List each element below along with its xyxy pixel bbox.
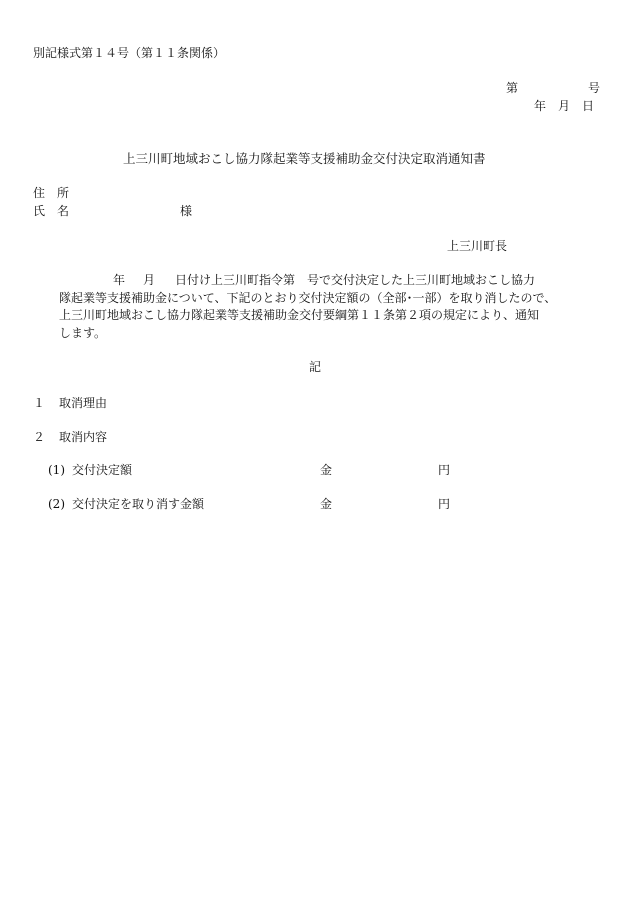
list-item xyxy=(33,431,107,443)
ki-heading: 記 xyxy=(309,360,322,374)
document-number xyxy=(506,82,600,94)
subitem-label: 交付決定を取り消す金額 xyxy=(72,497,205,511)
subitem-row xyxy=(48,464,450,476)
body-text xyxy=(59,272,604,342)
body-year: 年 xyxy=(113,273,126,287)
item-label: 取消内容 xyxy=(59,430,108,444)
item-number: ２ xyxy=(33,430,46,444)
honorific: 様 xyxy=(180,204,193,218)
body-after-number: 号で交付決定した上三川町地域おこし協力 xyxy=(307,273,536,287)
name-label-char1: 氏 xyxy=(33,204,46,218)
kin-label: 金 xyxy=(320,497,333,511)
form-label: 別記様式第１４号（第１１条関係） xyxy=(33,46,226,60)
kin-label: 金 xyxy=(320,463,333,477)
document-date xyxy=(534,100,594,112)
name-label-char2: 名 xyxy=(57,204,70,218)
issuer: 上三川町長 xyxy=(447,239,508,253)
item-number: １ xyxy=(33,396,46,410)
document-title: 上三川町地域おこし協力隊起業等支援補助金交付決定取消通知書 xyxy=(123,151,486,166)
recipient-name xyxy=(33,205,192,217)
body-line-1 xyxy=(59,272,604,290)
date-year: 年 xyxy=(534,99,547,113)
number-prefix: 第 xyxy=(506,81,519,95)
address-label-char1: 住 xyxy=(33,186,46,200)
address-label-char2: 所 xyxy=(57,186,70,200)
yen-label: 円 xyxy=(438,463,451,477)
list-item xyxy=(33,397,107,409)
yen-label: 円 xyxy=(438,497,451,511)
number-suffix: 号 xyxy=(588,81,601,95)
subitem-number: (2) xyxy=(48,497,65,511)
body-month: 月 xyxy=(143,273,156,287)
date-day: 日 xyxy=(582,99,595,113)
subitem-number: (1) xyxy=(48,463,65,477)
body-line-3: 上三川町地域おこし協力隊起業等支援補助金交付要綱第１１条第２項の規定により、通知 xyxy=(59,308,540,322)
subitem-row xyxy=(48,498,450,510)
recipient-address xyxy=(33,187,69,199)
body-after-month: 日付け上三川町指令第 xyxy=(175,273,296,287)
body-line-4: します。 xyxy=(59,325,107,340)
item-label: 取消理由 xyxy=(59,396,108,410)
date-month: 月 xyxy=(558,99,571,113)
body-line-2: 隊起業等支援補助金について、下記のとおり交付決定額の（全部･一部）を取り消したので、 xyxy=(59,290,557,305)
subitem-label: 交付決定額 xyxy=(72,463,133,477)
